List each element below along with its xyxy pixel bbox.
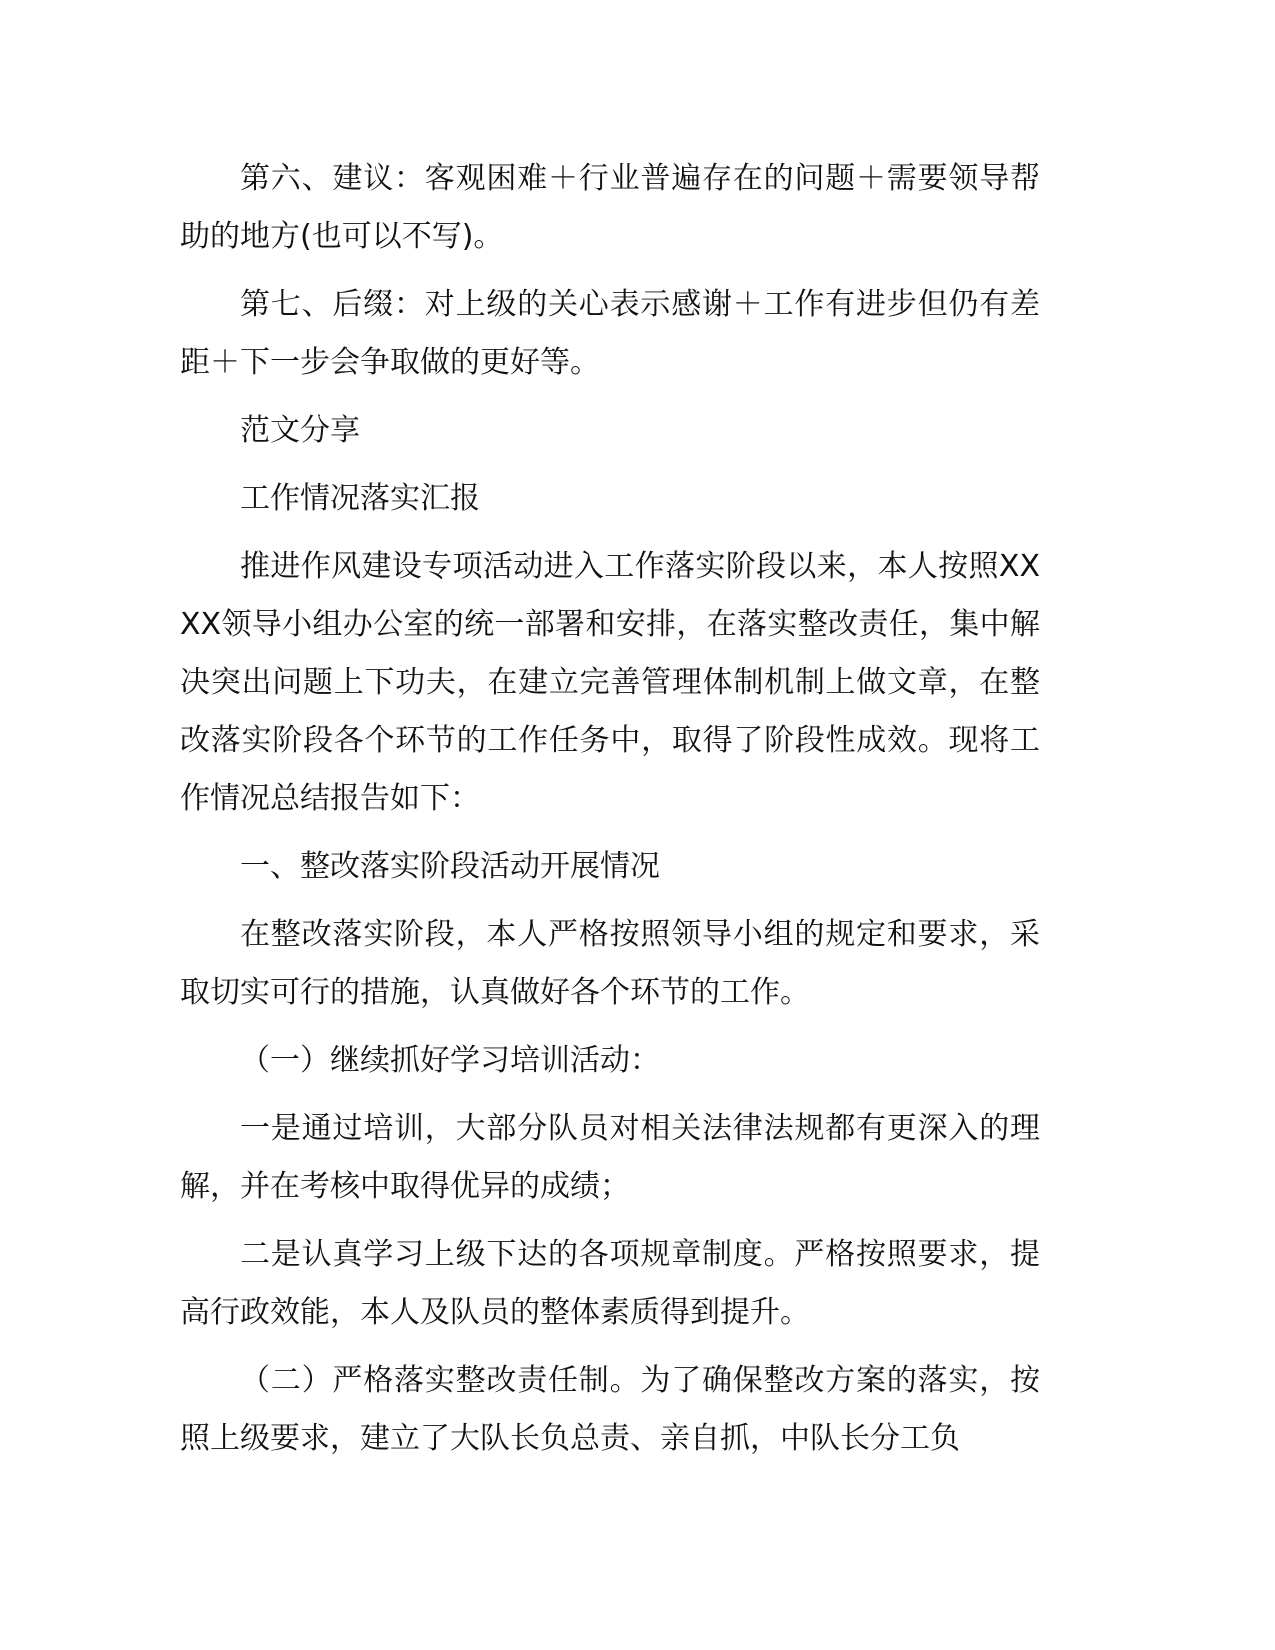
paragraph-report-title: 工作情况落实汇报 — [240, 481, 480, 516]
paragraph-section-one-heading: 一、整改落实阶段活动开展情况 — [240, 849, 660, 884]
paragraph-training-point-two: 二是认真学习上级下达的各项规章制度。严格按照要求，提高行政效能，本人及队员的整体素质得到提升。 — [180, 1237, 1040, 1330]
paragraph-section-one-body: 在整改落实阶段，本人严格按照领导小组的规定和要求，采取切实可行的措施，认真做好各个环节的工作。 — [180, 917, 1040, 1010]
document-body — [180, 150, 1040, 1478]
paragraph-intro: 推进作风建设专项活动进入工作落实阶段以来，本人按照XXXX领导小组办公室的统一部署和安排，在落实整改责任，集中解决突出问题上下功夫，在建立完善管理体制机制上做文章，在整改落实阶段各个环节的工作任务中，取得了阶段性成效。现将工作情况总结报告如下： — [180, 549, 1040, 816]
paragraph-sample-heading: 范文分享 — [240, 413, 360, 448]
paragraph-subsection-one-heading: （一）继续抓好学习培训活动： — [240, 1043, 660, 1078]
paragraph-subsection-two: （二）严格落实整改责任制。为了确保整改方案的落实，按照上级要求，建立了大队长负总责、亲自抓，中队长分工负 — [180, 1363, 1040, 1456]
paragraph-closing: 第七、后缀：对上级的关心表示感谢＋工作有进步但仍有差距＋下一步会争取做的更好等。 — [180, 287, 1040, 380]
paragraph-suggestion: 第六、建议：客观困难＋行业普遍存在的问题＋需要领导帮助的地方(也可以不写)。 — [180, 161, 1040, 254]
paragraph-training-point-one: 一是通过培训，大部分队员对相关法律法规都有更深入的理解，并在考核中取得优异的成绩； — [180, 1111, 1040, 1204]
